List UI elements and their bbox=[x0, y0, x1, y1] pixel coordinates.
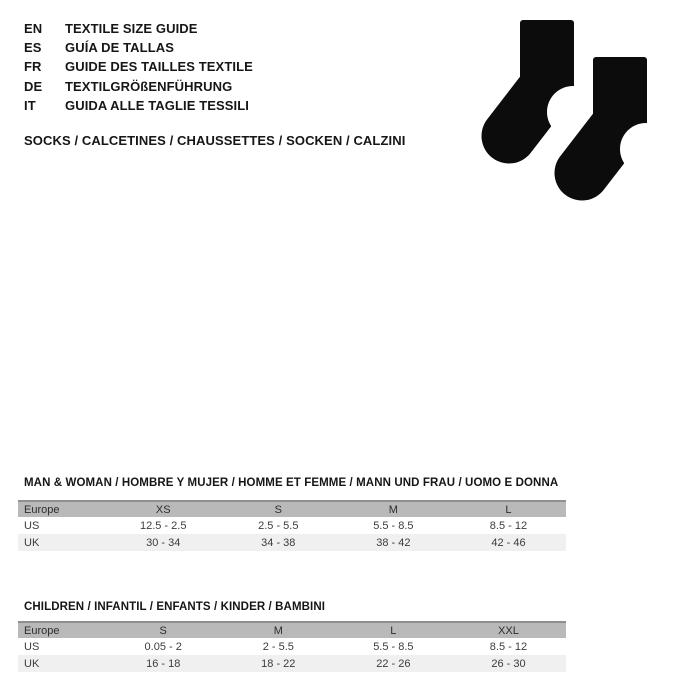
language-guide-label: GUÍA DE TALLAS bbox=[65, 40, 175, 56]
size-column-header: S bbox=[106, 622, 221, 638]
size-column-header: XS bbox=[106, 501, 221, 517]
language-code: IT bbox=[24, 97, 36, 113]
size-range-cell: 18 - 22 bbox=[261, 657, 296, 670]
size-range-cell: 8.5 - 12 bbox=[489, 640, 528, 653]
language-row bbox=[24, 57, 253, 76]
region-label: US bbox=[24, 519, 40, 532]
language-guide-label: GUIDE DES TAILLES TEXTILE bbox=[65, 59, 253, 75]
size-range-cell: 38 - 42 bbox=[376, 536, 411, 549]
language-row bbox=[24, 77, 253, 96]
size-column-header: L bbox=[451, 501, 566, 517]
table-row bbox=[18, 534, 566, 551]
size-table-man-woman bbox=[18, 500, 566, 551]
size-column-header: XXL bbox=[451, 622, 566, 638]
header-row bbox=[18, 622, 566, 638]
socks-icon bbox=[476, 10, 668, 212]
table-row bbox=[18, 517, 566, 534]
size-range-cell: 2 - 5.5 bbox=[262, 640, 294, 653]
language-code: DE bbox=[24, 78, 43, 94]
size-range-cell: 22 - 26 bbox=[376, 657, 411, 670]
size-range-cell: 16 - 18 bbox=[146, 657, 181, 670]
language-guide-label: TEXTILE SIZE GUIDE bbox=[65, 21, 198, 37]
language-code: ES bbox=[24, 40, 42, 56]
table-title-children: CHILDREN / INFANTIL / ENFANTS / KINDER / BAMBINI bbox=[24, 601, 326, 613]
table-row bbox=[18, 655, 566, 672]
header-row bbox=[18, 501, 566, 517]
language-list bbox=[24, 19, 253, 115]
region-column-header: Europe bbox=[18, 501, 106, 517]
size-range-cell: 26 - 30 bbox=[491, 657, 526, 670]
category-line: SOCKS / CALCETINES / CHAUSSETTES / SOCKEN / CALZINI bbox=[24, 133, 406, 148]
size-column-header: S bbox=[221, 501, 336, 517]
table-row bbox=[18, 638, 566, 655]
language-guide-label: TEXTILGRÖßENFÜHRUNG bbox=[65, 78, 233, 94]
size-range-cell: 5.5 - 8.5 bbox=[373, 519, 414, 532]
size-column-header: M bbox=[221, 622, 336, 638]
size-column-header: L bbox=[336, 622, 451, 638]
table-title-man-woman: MAN & WOMAN / HOMBRE Y MUJER / HOMME ET FEMME / MANN UND FRAU / UOMO E DONNA bbox=[24, 477, 559, 489]
size-range-cell: 34 - 38 bbox=[261, 536, 296, 549]
language-row bbox=[24, 19, 253, 38]
size-column-header: M bbox=[336, 501, 451, 517]
region-column-header: Europe bbox=[18, 622, 106, 638]
size-range-cell: 42 - 46 bbox=[491, 536, 526, 549]
size-range-cell: 5.5 - 8.5 bbox=[373, 640, 414, 653]
language-guide-label: GUIDA ALLE TAGLIE TESSILI bbox=[65, 97, 250, 113]
size-range-cell: 12.5 - 2.5 bbox=[139, 519, 187, 532]
region-label: UK bbox=[24, 536, 40, 549]
language-row bbox=[24, 38, 253, 57]
size-range-cell: 0.05 - 2 bbox=[144, 640, 182, 653]
size-range-cell: 8.5 - 12 bbox=[489, 519, 528, 532]
region-label: US bbox=[24, 640, 40, 653]
language-row bbox=[24, 96, 253, 115]
region-label: UK bbox=[24, 657, 40, 670]
size-range-cell: 2.5 - 5.5 bbox=[258, 519, 299, 532]
size-range-cell: 30 - 34 bbox=[146, 536, 181, 549]
language-code: FR bbox=[24, 59, 42, 75]
size-table-children bbox=[18, 621, 566, 672]
language-code: EN bbox=[24, 21, 43, 37]
